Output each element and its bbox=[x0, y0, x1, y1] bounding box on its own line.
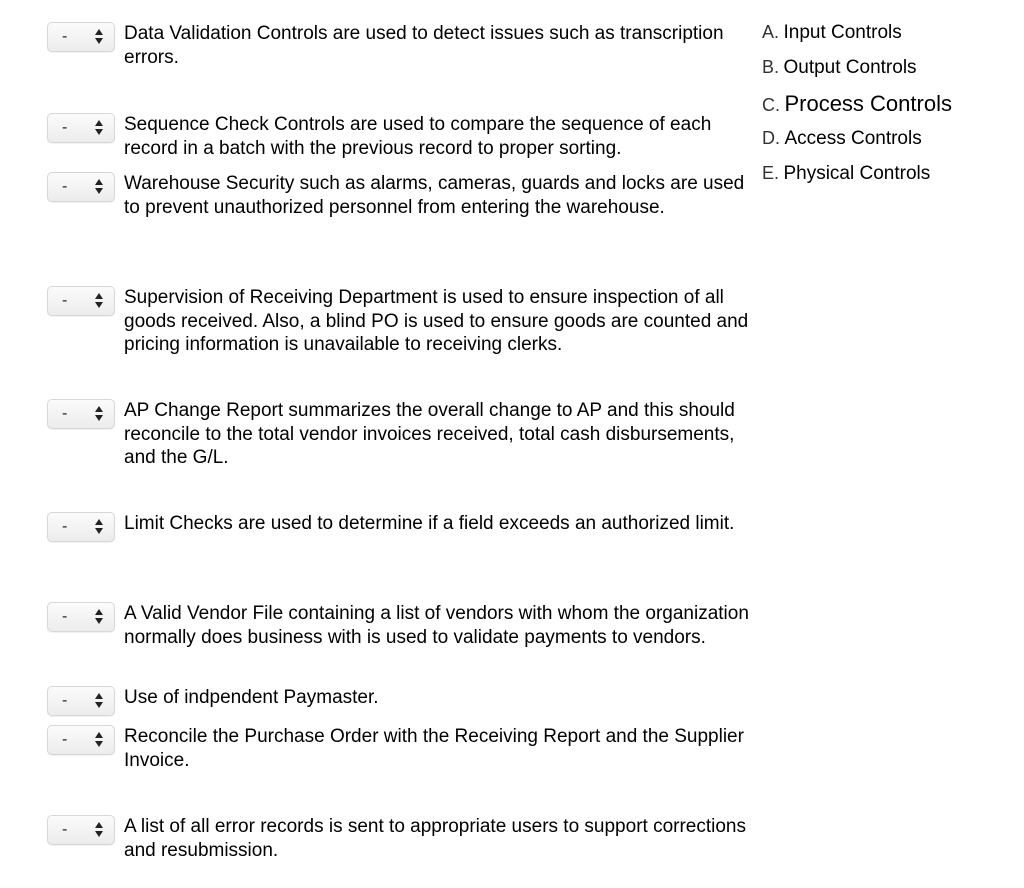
select-value: - bbox=[62, 405, 68, 422]
answer-select[interactable] bbox=[47, 512, 115, 542]
select-value: - bbox=[62, 731, 68, 748]
updown-arrows-icon bbox=[95, 27, 105, 47]
updown-arrows-icon bbox=[95, 730, 105, 750]
select-value: - bbox=[62, 821, 68, 838]
answer-label: Physical Controls bbox=[783, 163, 931, 184]
select-value: - bbox=[62, 119, 68, 136]
question-text: A list of all error records is sent to appropriate users to support corrections and resubmission. bbox=[124, 816, 746, 861]
answer-select[interactable] bbox=[47, 602, 115, 632]
updown-arrows-icon bbox=[95, 404, 105, 424]
select-value: - bbox=[62, 178, 68, 195]
updown-arrows-icon bbox=[95, 820, 105, 840]
question-text: A Valid Vendor File containing a list of vendors with whom the organization normally does business with is used to validate payments to vendors. bbox=[124, 603, 749, 648]
answer-option bbox=[762, 91, 952, 117]
question-text: Limit Checks are used to determine if a field exceeds an authorized limit. bbox=[124, 513, 735, 534]
question-text: Warehouse Security such as alarms, cameras, guards and locks are used to prevent unauthorized personnel from entering the warehouse. bbox=[124, 173, 745, 218]
updown-arrows-icon bbox=[95, 291, 105, 311]
select-value: - bbox=[62, 292, 68, 309]
answer-option bbox=[762, 22, 902, 44]
question-text: Sequence Check Controls are used to compare the sequence of each record in a batch with the previous record to proper sorting. bbox=[124, 114, 712, 159]
answer-select[interactable] bbox=[47, 399, 115, 429]
answer-select[interactable] bbox=[47, 815, 115, 845]
select-value: - bbox=[62, 692, 68, 709]
answer-label: Access Controls bbox=[784, 128, 922, 149]
answer-option bbox=[762, 57, 917, 79]
answer-select[interactable] bbox=[47, 113, 115, 143]
updown-arrows-icon bbox=[95, 517, 105, 537]
answer-label: Input Controls bbox=[783, 22, 902, 43]
answer-select[interactable] bbox=[47, 286, 115, 316]
answer-select[interactable] bbox=[47, 172, 115, 202]
answer-letter: A. bbox=[762, 22, 780, 42]
select-value: - bbox=[62, 608, 68, 625]
answer-letter: D. bbox=[762, 128, 780, 148]
updown-arrows-icon bbox=[95, 691, 105, 711]
question-text: Supervision of Receiving Department is used to ensure inspection of all goods received. Also, a blind PO is used to ensure goods are counted and pricing information is unavailable to receiving clerks. bbox=[124, 287, 749, 355]
select-value: - bbox=[62, 28, 68, 45]
answer-label: Output Controls bbox=[783, 57, 917, 78]
question-text: Data Validation Controls are used to detect issues such as transcription errors. bbox=[124, 23, 724, 68]
answer-select[interactable] bbox=[47, 725, 115, 755]
question-text: Use of indpendent Paymaster. bbox=[124, 687, 379, 708]
answer-letter: C. bbox=[762, 95, 780, 115]
updown-arrows-icon bbox=[95, 607, 105, 627]
answer-option bbox=[762, 163, 930, 185]
answer-label: Process Controls bbox=[784, 91, 952, 116]
question-text: Reconcile the Purchase Order with the Receiving Report and the Supplier Invoice. bbox=[124, 726, 744, 771]
answer-select[interactable] bbox=[47, 686, 115, 716]
updown-arrows-icon bbox=[95, 177, 105, 197]
answer-option bbox=[762, 128, 922, 150]
updown-arrows-icon bbox=[95, 118, 105, 138]
select-value: - bbox=[62, 518, 68, 535]
question-text: AP Change Report summarizes the overall change to AP and this should reconcile to the total vendor invoices received, total cash disbursements, and the G/L. bbox=[124, 400, 735, 468]
answer-letter: E. bbox=[762, 163, 780, 183]
answer-select[interactable] bbox=[47, 22, 115, 52]
answer-letter: B. bbox=[762, 57, 780, 77]
